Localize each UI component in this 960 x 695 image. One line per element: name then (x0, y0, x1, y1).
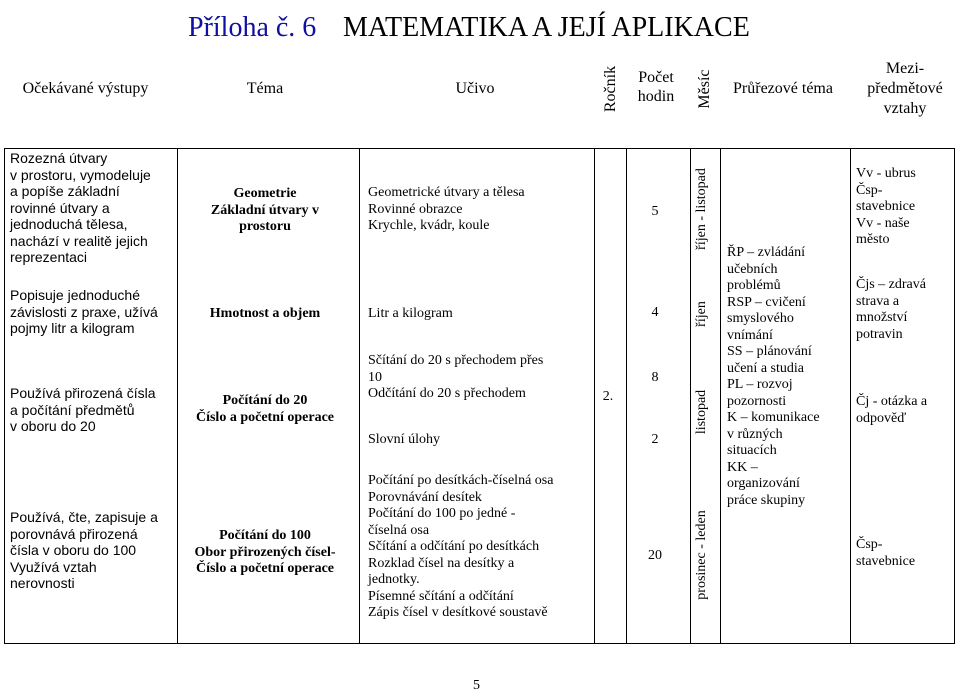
col-header-mezipredmetove (855, 59, 955, 119)
row3-ucivo: Sčítání do 20 s přechodem přes 10 Odčítání do 20 s přechodem (368, 353, 544, 401)
mezi-group-4: Čsp- stavebnice (856, 537, 916, 569)
col-header-tema: Téma (246, 80, 284, 97)
row1-hodin: 5 (651, 204, 659, 219)
attachment-label: Příloha č. 6 (188, 12, 317, 43)
row3-hodin2: 2 (651, 432, 659, 447)
row1-mesic: říjen - listopad (694, 168, 709, 250)
row1-tema: Geometrie Základní útvary v prostoru (210, 186, 320, 234)
row4-mesic: prosinec - leden (694, 510, 709, 600)
row2-tema: Hmotnost a objem (209, 306, 321, 321)
page-title: MATEMATIKA A JEJÍ APLIKACE (343, 12, 750, 43)
row3-mesic: listopad (694, 389, 709, 435)
row3-hodin: 8 (651, 370, 659, 385)
col-header-prurezove: Průřezové téma (733, 80, 833, 97)
page-header (0, 6, 960, 46)
col-header-mezipredmetove-text: Mezi-předmětové vztahy (867, 60, 943, 117)
row2-hodin: 4 (651, 305, 659, 320)
col-header-pocet-text: Počet hodin (637, 69, 675, 105)
row1-vystup: Rozezná útvary v prostoru, vymodeluje a popíše základní rovinné útvary a jednoduchá tělesa, nachází v realitě jejich reprezentaci (10, 150, 151, 265)
row3-tema: Počítání do 20 Číslo a početní operace (195, 393, 335, 425)
page-number: 5 (473, 678, 480, 693)
mezi-group-3: Čj - otázka a odpověď (856, 394, 928, 426)
col-header-vystupy: Očekávané výstupy (22, 80, 149, 97)
row4-vystup: Používá, čte, zapisuje a porovnává přirozená čísla v oboru do 100 Využívá vztah nerovnosti (10, 509, 158, 591)
row2-vystup: Popisuje jednoduché závislosti z praxe, užívá pojmy litr a kilogram (10, 287, 158, 336)
row4-hodin: 20 (648, 548, 662, 563)
col-header-mesic: Měsíc (696, 69, 713, 109)
prurezove-list: ŘP – zvládání učebních problémů RSP – cvičení smyslového vnímání SS – plánování učení a studia PL – rozvoj pozornosti K – komunikace v různých situacích KK – organizování práce skupiny (727, 245, 820, 508)
mezi-group-2: Čjs – zdravá strava a množství potravin (856, 277, 926, 342)
mezi-group-1: Vv - ubrus Čsp- stavebnice Vv - naše město (856, 166, 916, 247)
col-header-rocnik: Ročník (602, 65, 619, 113)
row3-ucivo-extra: Slovní úlohy (368, 432, 440, 447)
row2-ucivo: Litr a kilogram (368, 306, 453, 321)
row4-tema: Počítání do 100 Obor přirozených čísel- Číslo a početní operace (194, 528, 336, 576)
row3-vystup: Používá přirozená čísla a počítání předmětů v oboru do 20 (10, 385, 156, 434)
col-header-ucivo: Učivo (455, 80, 495, 97)
row4-ucivo: Počítání po desítkách-číselná osa Porovnávání desítek Počítání do 100 po jedné - číselná osa Sčítání a odčítání po desítkách Rozklad čísel na desítky a jednotky. Písemné sčítání a odčítání Zápis čísel v desítkové soustavě (368, 473, 554, 620)
row1-ucivo: Geometrické útvary a tělesa Rovinné obrazce Krychle, kvádr, koule (368, 185, 525, 233)
col-header-pocet (626, 68, 686, 106)
rocnik-value: 2. (602, 389, 614, 404)
row2-mesic: říjen (694, 301, 709, 327)
